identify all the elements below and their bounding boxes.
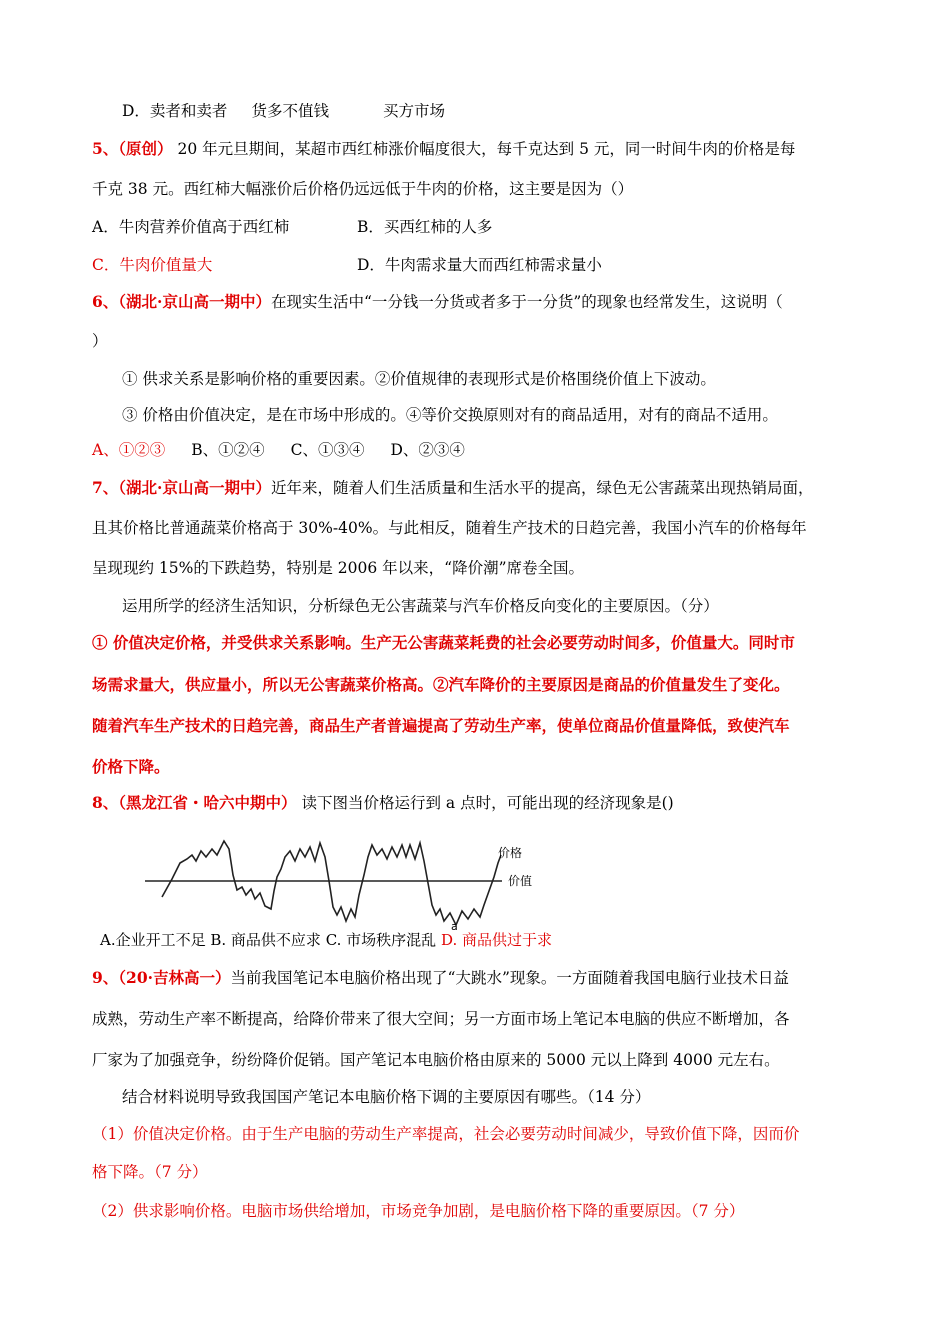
q8-source-tag: （黑龙江省・哈六中期中） (118, 793, 297, 812)
q9-answer-line1: （1）价值决定价格。由于生产电脑的劳动生产率提高，社会必要劳动时间减少，导致价值下降，因而价 (92, 1125, 800, 1143)
q7-number: 7、 (92, 478, 119, 497)
q6-statements-1: ① 供求关系是影响价格的重要因素。②价值规律的表现形式是价格围绕价值上下波动。 (122, 370, 716, 388)
q5-option-a: A．牛肉营养价值高于西红柿 (92, 218, 290, 236)
q5-stem-line2: 千克 38 元。西红柿大幅涨价后价格仍远远低于牛肉的价格，这主要是因为（） (92, 180, 634, 198)
value-label: 价值 (508, 874, 533, 888)
q9-answer-line2: 格下降。（7 分） (92, 1163, 208, 1181)
q6-option-d: D、②③④ (390, 441, 465, 459)
q9-stem-line2: 成熟，劳动生产率不断提高，给降价带来了很大空间；另一方面市场上笔记本电脑的供应不断增加，各 (92, 1010, 790, 1028)
q6-option-c: C、①③④ (290, 441, 365, 459)
q7-stem-line2: 且其价格比普通蔬菜价格高于 30%-40%。与此相反，随着生产技术的日趋完善，我国小汽车的价格每年 (92, 519, 807, 537)
q5-option-c: C．牛肉价值量大 (92, 256, 213, 274)
q6-option-b: B、①②④ (191, 441, 265, 459)
q6-source-tag: （湖北·京山高一期中） (118, 292, 271, 311)
q9-prompt: 结合材料说明导致我国国产笔记本电脑价格下调的主要原因有哪些。（14 分） (122, 1088, 651, 1106)
q5-option-b: B．买西红柿的人多 (357, 218, 493, 236)
q9-source-tag: （20·吉林高一） (118, 968, 231, 987)
q9-stem-line1: 9、（20·吉林高一）当前我国笔记本电脑价格出现了“大跳水”现象。一方面随着我国电脑行业技术日益 (92, 968, 789, 987)
q4-option-d: D．卖者和卖者 货多不值钱 买方市场 (122, 102, 445, 120)
q7-prompt: 运用所学的经济生活知识，分析绿色无公害蔬菜与汽车价格反向变化的主要原因。（分） (122, 597, 719, 615)
point-a-label: a (451, 920, 458, 930)
q6-statements-2: ③ 价格由价值决定，是在市场中形成的。④等价交换原则对有的商品适用，对有的商品不适用。 (122, 406, 778, 424)
q9-answer-line3: （2）供求影响价格。电脑市场供给增加，市场竞争加剧，是电脑价格下降的重要原因。（7 分） (92, 1202, 745, 1220)
q6-stem-line2: ） (92, 332, 108, 350)
q7-answer-line4: 价格下降。 (92, 757, 170, 776)
q6-option-a: A、①②③ (92, 441, 166, 459)
q7-answer-line1: ① 价值决定价格，并受供求关系影响。生产无公害蔬菜耗费的社会必要劳动时间多，价值量大。同时市 (92, 633, 795, 652)
q7-answer-line2: 场需求量大，供应量小，所以无公害蔬菜价格高。②汽车降价的主要原因是商品的价值量发生了变化。 (92, 675, 790, 694)
q8-options: A.企业开工不足 B. 商品供不应求 C. 市场秩序混乱 D. 商品供过于求 (100, 931, 552, 949)
q8-number: 8、 (92, 793, 119, 812)
q8-stem-line1: 8、（黑龙江省・哈六中期中） 读下图当价格运行到 a 点时，可能出现的经济现象是() (92, 793, 674, 812)
q7-answer-line3: 随着汽车生产技术的日趋完善，商品生产者普遍提高了劳动生产率，使单位商品价值量降低，致使汽车 (92, 716, 790, 735)
q6-options (92, 440, 465, 460)
q5-option-d: D．牛肉需求量大而西红柿需求量小 (357, 256, 602, 274)
q6-stem-line1: 6、（湖北·京山高一期中）在现实生活中“一分钱一分货或者多于一分货”的现象也经常发生，这说明（ (92, 292, 783, 311)
q8-option-d: D. 商品供过于求 (440, 931, 552, 949)
q7-stem-line1: 7、（湖北·京山高一期中）近年来，随着人们生活质量和生活水平的提高，绿色无公害蔬菜出现热销局面， (92, 478, 814, 497)
q7-stem-line3: 呈现现约 15%的下跌趋势，特别是 2006 年以来，“降价潮”席卷全国。 (92, 559, 585, 577)
q9-stem-line3: 厂家为了加强竞争，纷纷降价促销。国产笔记本电脑价格由原来的 5000 元以上降到 4000 元左右。 (92, 1051, 780, 1069)
q5-stem-line1: 5、（原创） 20 年元旦期间，某超市西红柿涨价幅度很大，每千克达到 5 元，同一时间牛肉的价格是每 (92, 139, 796, 158)
price-value-graph (140, 835, 540, 930)
price-label: 价格 (498, 846, 523, 860)
q5-number: 5、 (92, 139, 119, 158)
q6-number: 6、 (92, 292, 119, 311)
q5-source-tag: （原创） (118, 139, 173, 158)
price-curve (162, 841, 501, 925)
q7-source-tag: （湖北·京山高一期中） (118, 478, 271, 497)
q9-number: 9、 (92, 968, 119, 987)
